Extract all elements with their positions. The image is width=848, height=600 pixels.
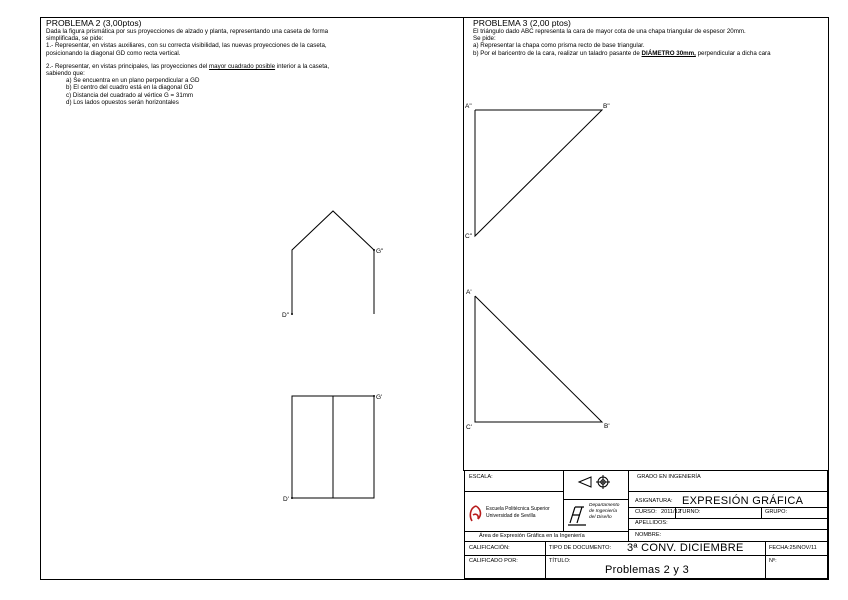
nombre-label: NOMBRE: bbox=[635, 532, 662, 538]
problem2-q2a: 2.- Representar, en vistas principales, las proyecciones del mayor cuadrado posible interior a la caseta, bbox=[46, 62, 330, 70]
department-logo-icon bbox=[566, 503, 588, 527]
label-d2: D" bbox=[282, 312, 290, 319]
problem2-q1b: posicionando la diagonal GD como recta vertical. bbox=[46, 49, 181, 57]
dept-name-3: del Diseño bbox=[589, 515, 612, 520]
point-g2 bbox=[373, 249, 375, 251]
curso-label: CURSO: bbox=[635, 509, 657, 515]
turno-label: TURNO: bbox=[679, 509, 701, 515]
asignatura-label: ASIGNATURA: bbox=[635, 498, 673, 504]
calificado-por-label: CALIFICADO POR: bbox=[469, 558, 518, 564]
numero-label: Nº: bbox=[769, 558, 777, 564]
triangle-plan bbox=[475, 296, 602, 422]
tipo-documento-label: TIPO DE DOCUMENTO: bbox=[549, 545, 612, 551]
problem2-title: PROBLEMA 2 (3,00ptos) bbox=[46, 18, 142, 28]
problem2-item-a: a) Se encuentra en un plano perpendicular a GD bbox=[66, 77, 200, 85]
label-c1: C' bbox=[466, 424, 472, 431]
problem2-line1: Dada la figura prismática por sus proyecciones de alzado y planta, representando una caseta de forma bbox=[46, 28, 329, 35]
problem2-line2: simplificada, se pide: bbox=[46, 35, 104, 43]
dept-name-2: de Ingeniería bbox=[589, 509, 618, 514]
grado-label: GRADO EN INGENIERÍA bbox=[637, 474, 701, 480]
label-c2: C" bbox=[465, 233, 473, 240]
apellidos-label: APELLIDOS: bbox=[635, 520, 668, 526]
label-g1: G' bbox=[376, 394, 383, 401]
asignatura-value: EXPRESIÓN GRÁFICA bbox=[682, 495, 804, 507]
house-elevation bbox=[292, 211, 374, 314]
problem3-line1: El triángulo dado ABC representa la cara de mayor cota de una chapa triangular de espesor 20mm. bbox=[473, 28, 746, 35]
triangle-elevation bbox=[475, 110, 602, 236]
grupo-label: GRUPO: bbox=[765, 509, 788, 515]
label-a2: A" bbox=[465, 103, 472, 110]
problem3-line2: Se pide: bbox=[473, 35, 496, 43]
school-name-1: Escuela Politécnica Superior bbox=[486, 506, 550, 512]
tipo-documento-value: 3ª CONV. DICIEMBRE bbox=[627, 542, 744, 554]
problem3-qb: b) Por el baricentro de la cara, realizar un taladro pasante de DIÁMETRO 30mm, perpendicular a dicha cara bbox=[473, 49, 771, 57]
calificacion-label: CALIFICACIÓN: bbox=[469, 545, 510, 551]
label-a1: A' bbox=[466, 289, 472, 296]
projection-symbol-icon bbox=[575, 475, 615, 489]
university-logo-icon bbox=[468, 504, 484, 524]
school-name-2: Universidad de Sevilla bbox=[486, 513, 536, 519]
point-d2 bbox=[291, 313, 293, 315]
problem3-title: PROBLEMA 3 (2,00 ptos) bbox=[473, 18, 571, 28]
titulo-label: TÍTULO: bbox=[549, 558, 571, 564]
problem2-q2b: sabiendo que: bbox=[46, 70, 85, 78]
point-d1 bbox=[291, 497, 293, 499]
title-block bbox=[464, 470, 828, 579]
problem3-qa: a) Representar la chapa como prisma recto de base triangular. bbox=[473, 42, 645, 50]
problem2-q1a: 1.- Representar, en vistas auxiliares, con su correcta visibilidad, las nuevas proyecciones de la caseta, bbox=[46, 42, 327, 50]
label-b2: B" bbox=[603, 103, 610, 110]
problem2-item-d: d) Los lados opuestos serán horizontales bbox=[66, 98, 179, 106]
area-label: Área de Expresión Gráfica en la Ingeniería bbox=[479, 533, 585, 539]
label-d1: D' bbox=[283, 496, 289, 503]
problem2-item-c: c) Distancia del cuadrado al vértice G = 31mm bbox=[66, 91, 194, 99]
titulo-value: Problemas 2 y 3 bbox=[605, 564, 689, 576]
dept-name-1: Departamento bbox=[589, 503, 620, 508]
problem2-item-b: b) El centro del cuadro está en la diagonal GD bbox=[66, 84, 193, 92]
escala-label: ESCALA: bbox=[469, 474, 493, 480]
fecha-label: FECHA:25/NOV/11 bbox=[769, 545, 817, 551]
curso-value: 2011/12 bbox=[661, 509, 681, 515]
label-b1: B' bbox=[604, 423, 610, 430]
label-g2: G" bbox=[376, 248, 384, 255]
point-g1 bbox=[373, 395, 375, 397]
